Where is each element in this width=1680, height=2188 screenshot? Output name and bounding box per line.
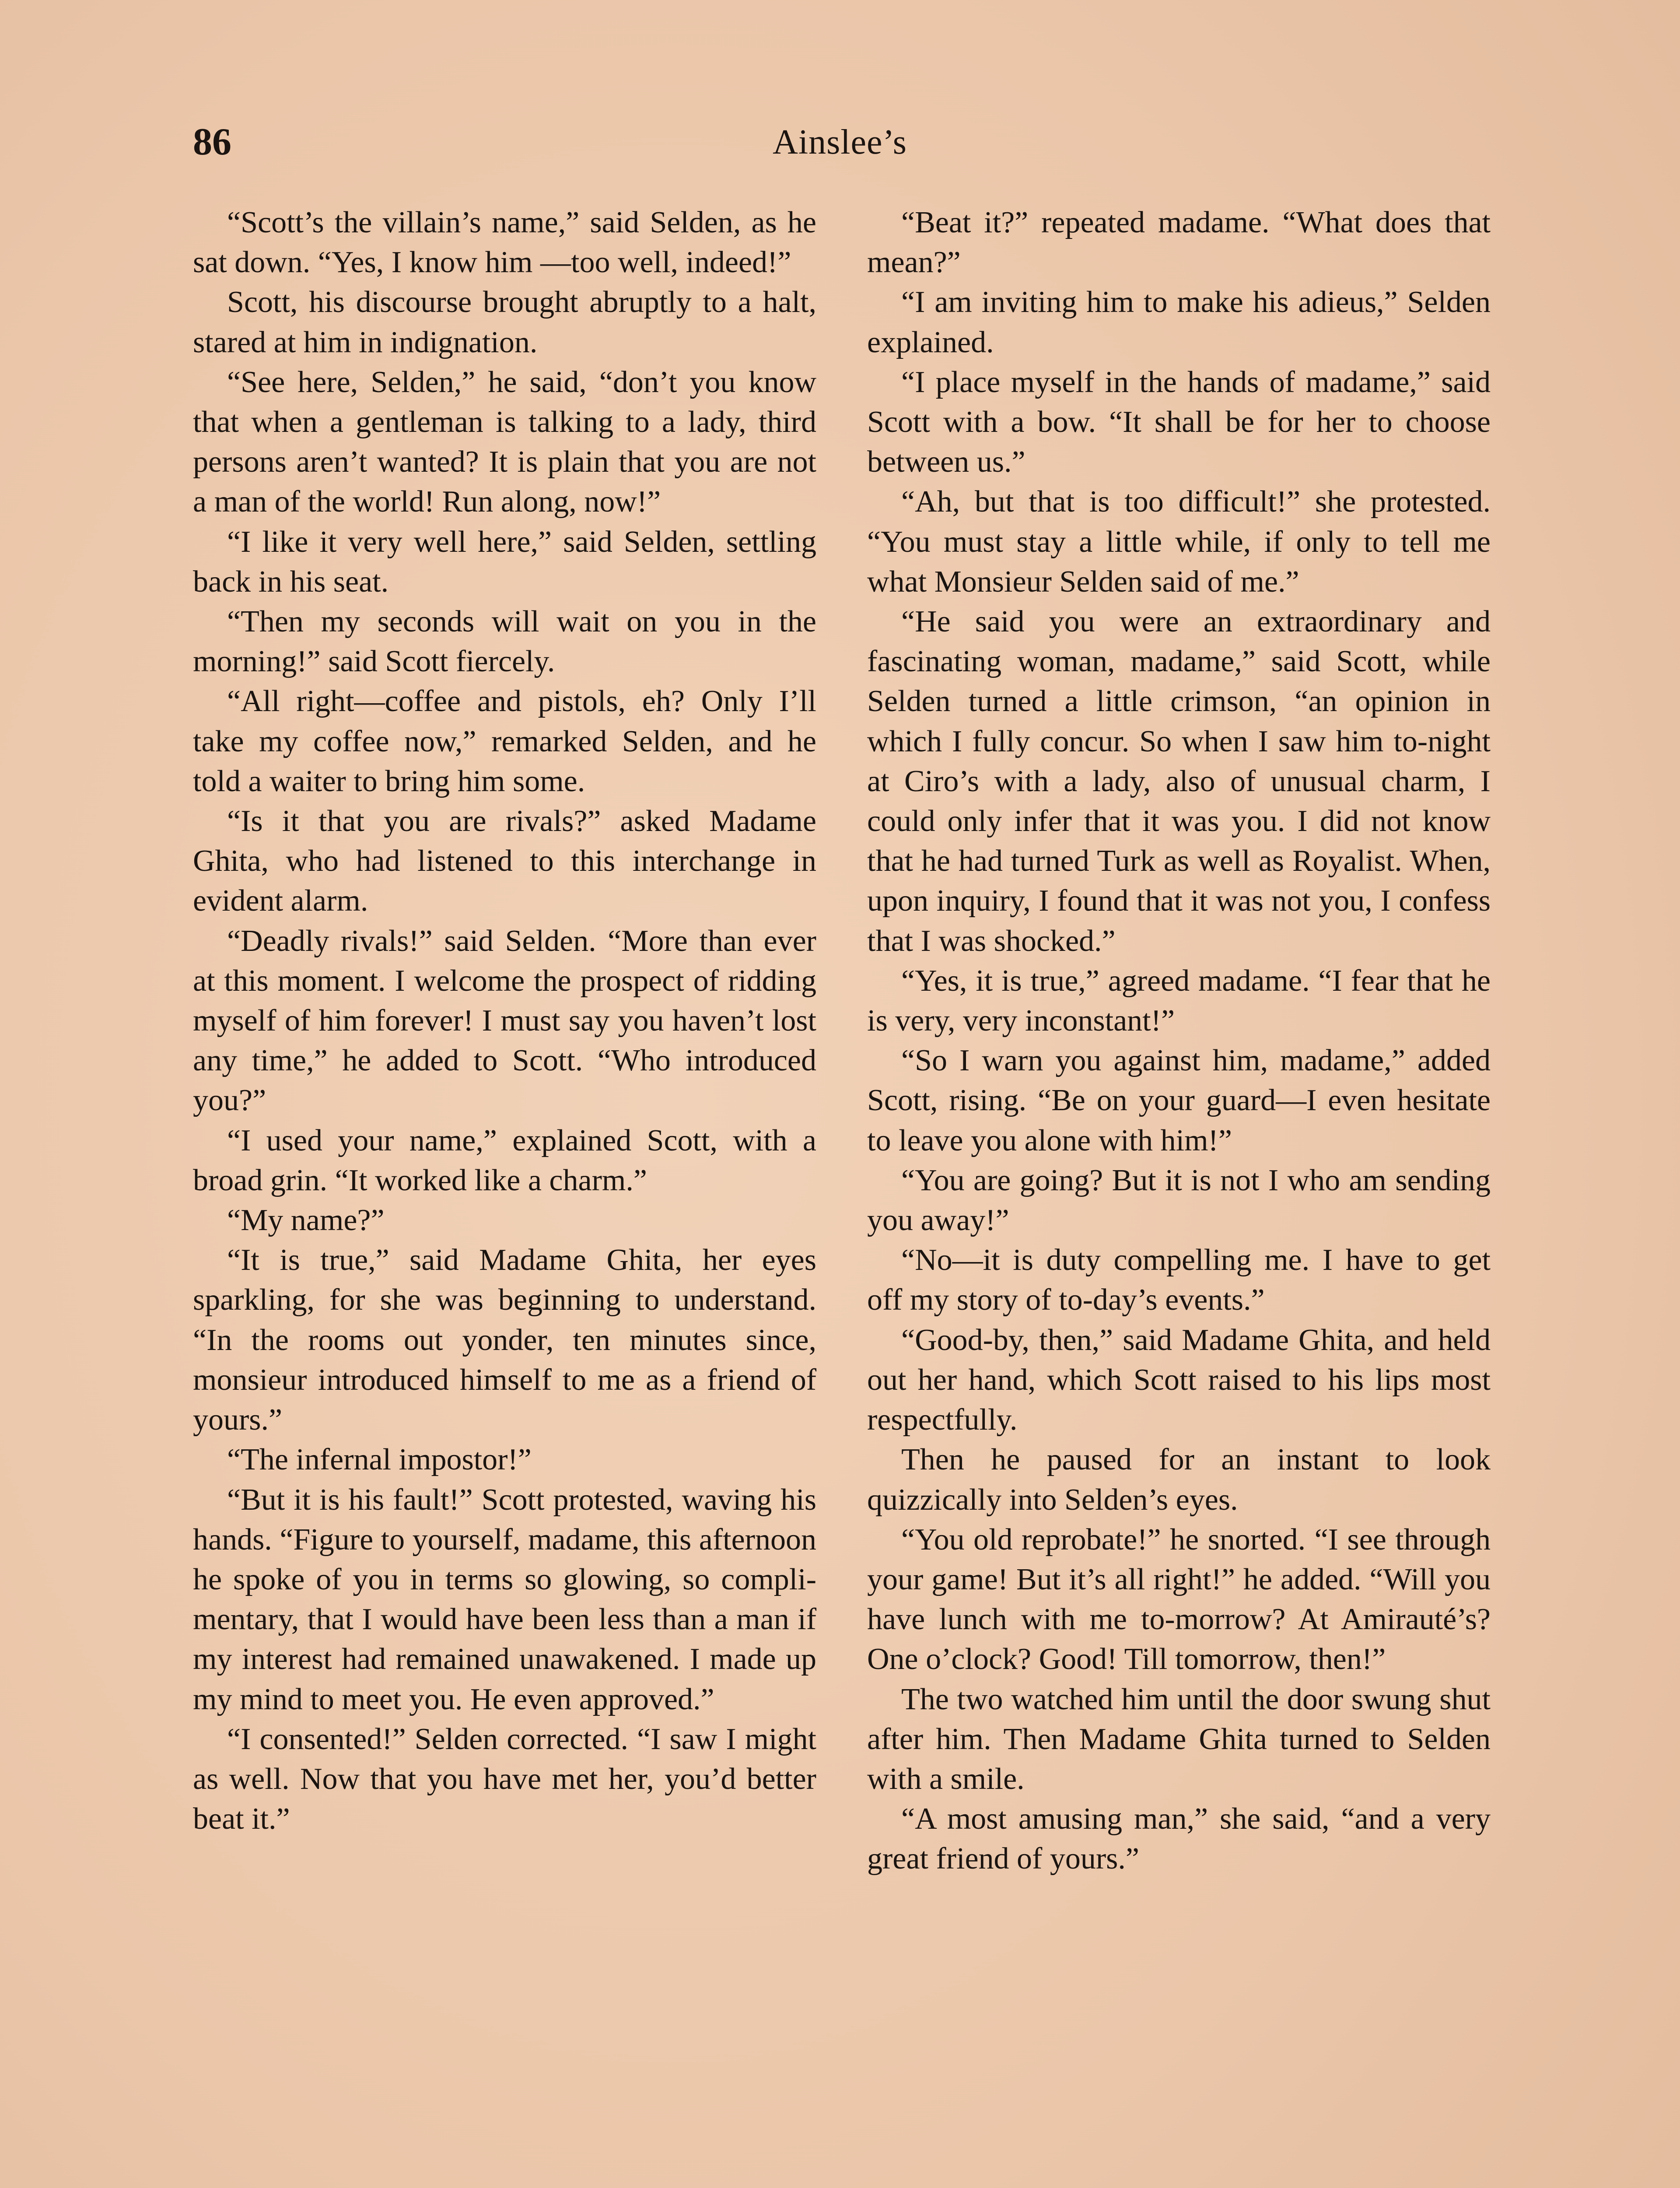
paragraph: “Ah, but that is too difficult!” she protested. “You must stay a little while, if only to tell me what Monsieur Selden said of me.” [867,485,1491,599]
right-column [867,203,1491,1879]
left-column [193,203,816,1839]
paragraph: “Is it that you are rivals?” asked Madame Ghita, who had listened to this interchange in evident alarm. [193,804,816,918]
page-header [193,118,1487,166]
paragraph: “The infernal impostor!” [227,1443,532,1477]
paragraph: “No—it is duty compelling me. I have to get off my story of to-day’s events.” [867,1243,1491,1317]
paragraph: The two watched him until the door swung shut after him. Then Madame Ghita turned to Selden with a smile. [867,1682,1491,1796]
paragraph: “I like it very well here,” said Selden, settling back in his seat. [193,525,816,599]
paragraph: Then he paused for an instant to look quizzically into Selden’s eyes. [867,1443,1491,1517]
paragraph: “Then my seconds will wait on you in the morning!” said Scott fiercely. [193,605,816,679]
paragraph: “Yes, it is true,” agreed madame. “I fear that he is very, very inconstant!” [867,964,1491,1038]
paragraph: “It is true,” said Madame Ghita, her eyes sparkling, for she was beginning to understand. “In the rooms out yonder, ten minutes since, monsieur introduced himself to me as a friend of yours.” [193,1243,816,1437]
paragraph: “Deadly rivals!” said Selden. “More than ever at this moment. I welcome the prospect of ridding myself of him forever! I must say you haven’t lost any time,” he added to Scott. “Who introduced you?” [193,924,816,1118]
paragraph: “You are going? But it is not I who am sending you away!” [867,1163,1491,1238]
paragraph: “Scott’s the villain’s name,” said Selden, as he sat down. “Yes, I know him —too well, indeed!” [193,206,816,280]
paragraph: “I am inviting him to make his adieus,” Selden explained. [867,285,1491,359]
paragraph: “You old reprobate!” he snorted. “I see through your game! But it’s all right!” he added. “Will you have lunch with me to-morrow? At Amirauté’s? One o’clock? Good! Till tomorrow, then!” [867,1522,1491,1676]
paragraph: “All right—coffee and pistols, eh? Only I’ll take my coffee now,” remarked Selden, and he told a waiter to bring him some. [193,684,816,798]
paragraph: “He said you were an extraordinary and fascinating woman, madame,” said Scott, while Selden turned a little crimson, “an opinion in which I fully concur. So when I saw him to-night at Ciro’s with a lady, also of unusual charm, I could only infer that it was you. I did not know that he had turned Turk as well as Royalist. When, upon inquiry, I found that it was not you, I confess that I was shocked.” [867,605,1491,958]
paragraph: “But it is his fault!” Scott protested, waving his hands. “Figure to yourself, madame, this afternoon he spoke of you in terms so glowing, so complimentary, that I would have been less than a man if my interest had remained unawakened. I made up my mind to meet you. He even approved.” [193,1483,816,1716]
paragraph: Scott, his discourse brought abruptly to a halt, stared at him in indignation. [193,285,816,359]
paragraph: “So I warn you against him, madame,” added Scott, rising. “Be on your guard—I even hesitate to leave you alone with him!” [867,1044,1491,1157]
paragraph: “Good-by, then,” said Madame Ghita, and held out her hand, which Scott raised to his lips most respectfully. [867,1323,1491,1437]
paragraph: “I used your name,” explained Scott, with a broad grin. “It worked like a charm.” [193,1123,816,1197]
paragraph: “I place myself in the hands of madame,” said Scott with a bow. “It shall be for her to choose between us.” [867,365,1491,479]
paragraph: “Beat it?” repeated madame. “What does that mean?” [867,206,1491,280]
page-number: 86 [193,121,231,163]
paragraph: “See here, Selden,” he said, “don’t you know that when a gentleman is talking to a lady, third persons aren’t wanted? It is plain that you are not a man of the world! Run along, now!” [193,365,816,519]
paragraph: “I consented!” Selden corrected. “I saw I might as well. Now that you have met her, you’d better beat it.” [193,1722,816,1836]
paragraph: “My name?” [227,1203,385,1238]
paragraph: “A most amusing man,” she said, “and a very great friend of yours.” [867,1802,1491,1876]
running-head: Ainslee’s [773,123,907,161]
